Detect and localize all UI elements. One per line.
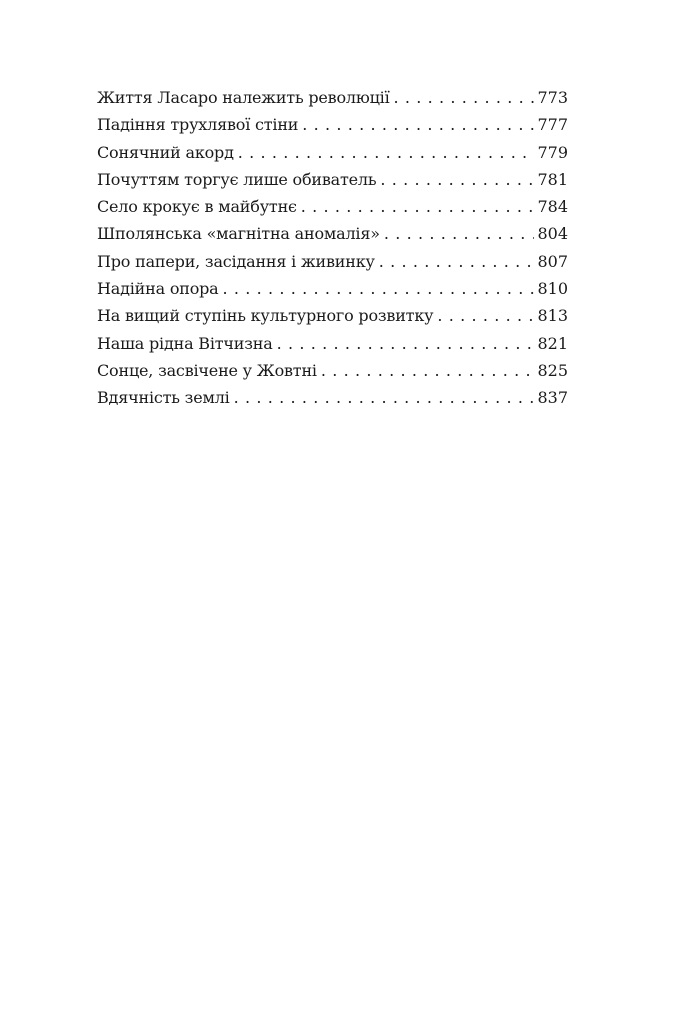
toc-page-number: 810 [537, 279, 568, 299]
toc-dot-leader [379, 248, 535, 275]
toc-dot-leader [277, 330, 535, 357]
toc-dot-leader [234, 384, 535, 411]
toc-entry-title: Надійна опора [97, 279, 219, 299]
toc-dot-leader [301, 193, 535, 220]
toc-page-number: 779 [537, 142, 568, 162]
toc-entry-title: Життя Ласаро належить революції [97, 88, 390, 107]
toc-page-number: 784 [537, 197, 568, 217]
toc-dot-leader [384, 220, 535, 247]
toc-dot-leader [437, 302, 534, 329]
toc-entry-title: Наша рідна Вітчизна [97, 333, 273, 353]
toc-entry [97, 193, 568, 220]
toc-entry [97, 357, 568, 384]
toc-page-number: 777 [537, 115, 568, 135]
toc-entry [97, 166, 568, 193]
toc-entry [97, 275, 568, 302]
toc-page-number: 813 [537, 306, 568, 326]
table-of-contents [97, 84, 568, 412]
toc-page-number: 837 [537, 388, 568, 408]
toc-entry [97, 139, 568, 166]
toc-entry [97, 384, 568, 411]
toc-dot-leader [302, 111, 534, 138]
toc-dot-leader [238, 139, 535, 166]
toc-entry-title: Падіння трухлявої стіни [97, 115, 299, 135]
toc-page-number: 804 [537, 224, 568, 244]
toc-page-number: 781 [537, 169, 568, 189]
toc-entry [97, 220, 568, 247]
toc-page-number: 825 [537, 360, 568, 380]
toc-entry [97, 111, 568, 138]
toc-entry-title: Вдячність землі [97, 388, 230, 408]
toc-dot-leader [321, 357, 535, 384]
toc-entry [97, 84, 568, 111]
toc-dot-leader [380, 166, 534, 193]
toc-entry [97, 302, 568, 329]
toc-page-number: 773 [537, 88, 568, 107]
toc-entry-title: На вищий ступінь культурного розвитку [97, 306, 434, 326]
toc-dot-leader [394, 84, 535, 111]
toc-entry-title: Сонячний акорд [97, 142, 234, 162]
toc-entry [97, 330, 568, 357]
toc-page-number: 807 [537, 251, 568, 271]
toc-entry-title: Сонце, засвічене у Жовтні [97, 360, 317, 380]
toc-entry-title: Почуттям торгує лише обиватель [97, 169, 377, 189]
toc-page-number: 821 [537, 333, 568, 353]
toc-entry-title: Шполянська «магнітна аномалія» [97, 224, 380, 244]
toc-entry-title: Про папери, засідання і живинку [97, 251, 375, 271]
toc-entry-title: Село крокує в майбутнє [97, 197, 297, 217]
toc-dot-leader [223, 275, 535, 302]
toc-entry [97, 248, 568, 275]
